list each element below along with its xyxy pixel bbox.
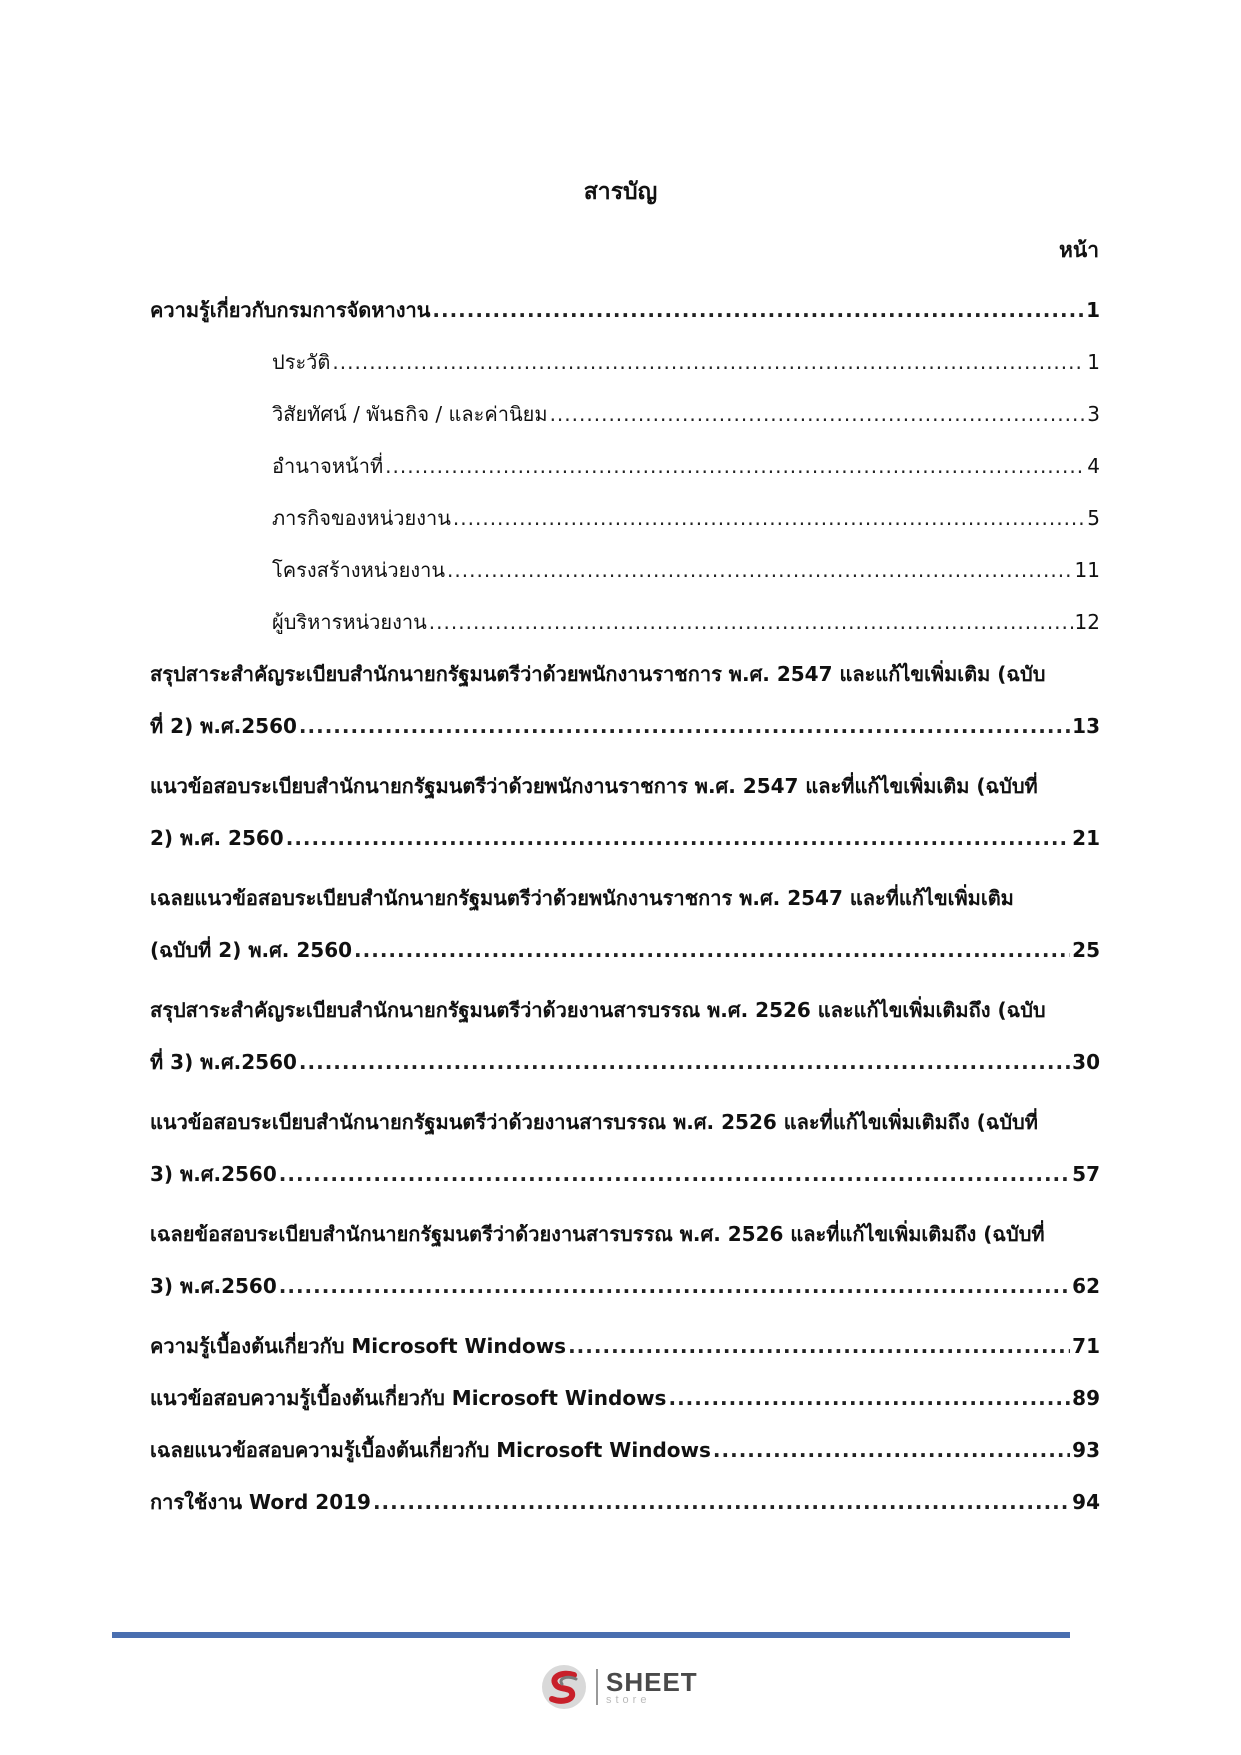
toc-entry-text: ประวัติ (272, 350, 331, 374)
dot-leader (286, 812, 1070, 864)
toc-entry-text: ภารกิจของหน่วยงาน (272, 506, 451, 530)
toc-entry-text: การใช้งาน Word 2019 (150, 1490, 371, 1514)
toc-entry-text: ความรู้เกี่ยวกับกรมการจัดหางาน (150, 298, 431, 322)
toc-entry (150, 1096, 1100, 1200)
toc-subentry (150, 544, 1100, 596)
dot-leader (713, 1424, 1070, 1476)
toc-entry-text: เฉลยแนวข้อสอบความรู้เบื้องต้นเกี่ยวกับ Microsoft Windows (150, 1438, 711, 1462)
toc-entry-text: (ฉบับที่ 2) พ.ศ. 2560 (150, 938, 353, 962)
logo-divider (596, 1669, 598, 1705)
page-title: สารบัญ (583, 179, 658, 205)
toc-page-number: 1 (1086, 298, 1100, 322)
toc-entry-text: แนวข้อสอบระเบียบสำนักนายกรัฐมนตรีว่าด้วยพนักงานราชการ พ.ศ. 2547 และที่แก้ไขเพิ่มเติม (ฉบับที่ (150, 774, 1038, 798)
dot-leader (373, 1476, 1070, 1528)
dot-leader (568, 1320, 1070, 1372)
toc-entry-text: ผู้บริหารหน่วยงาน (272, 610, 427, 634)
dot-leader (299, 1036, 1070, 1088)
toc-entry-text: 3) พ.ศ.2560 (150, 1162, 277, 1186)
toc-subentry (150, 492, 1100, 544)
toc-entry (150, 1476, 1100, 1528)
toc-page-number: 57 (1072, 1162, 1100, 1186)
dot-leader (453, 492, 1085, 544)
dot-leader (447, 544, 1073, 596)
dot-leader (279, 1148, 1070, 1200)
footer-rule (112, 1632, 1070, 1638)
toc-page-number: 12 (1074, 610, 1100, 634)
toc-entry (150, 1208, 1100, 1312)
toc-entry-text: โครงสร้างหน่วยงาน (272, 558, 446, 582)
toc-entry (150, 984, 1100, 1088)
toc-entry (150, 872, 1100, 976)
page-column-header: หน้า (1059, 238, 1099, 262)
toc-page-number: 89 (1072, 1386, 1100, 1410)
dot-leader (432, 284, 1084, 336)
toc-entry-text: 2) พ.ศ. 2560 (150, 826, 284, 850)
toc-entry-text: เฉลยแนวข้อสอบระเบียบสำนักนายกรัฐมนตรีว่าด้วยพนักงานราชการ พ.ศ. 2547 และที่แก้ไขเพิ่มเติม (150, 886, 1014, 910)
toc-page-number: 4 (1087, 454, 1100, 478)
sheet-store-logo (540, 1660, 710, 1714)
toc-page-number: 21 (1072, 826, 1100, 850)
toc-page-number: 11 (1074, 558, 1100, 582)
dot-leader (550, 388, 1086, 440)
toc-entry-text: ความรู้เบื้องต้นเกี่ยวกับ Microsoft Windows (150, 1334, 567, 1358)
toc-entry (150, 284, 1100, 336)
logo-wordmark: SHEET (606, 1666, 698, 1697)
toc-entry-text: แนวข้อสอบความรู้เบื้องต้นเกี่ยวกับ Microsoft Windows (150, 1386, 667, 1410)
toc-subentry (150, 440, 1100, 492)
sheet-store-logo-icon (540, 1663, 588, 1711)
toc-subentry (150, 336, 1100, 388)
logo-subtext: store (606, 1693, 651, 1706)
table-of-contents (150, 284, 1100, 1528)
toc-page-number: 3 (1087, 402, 1100, 426)
toc-entry (150, 1372, 1100, 1424)
dot-leader (429, 596, 1073, 648)
toc-page-number: 13 (1072, 714, 1100, 738)
toc-entry-text: ที่ 2) พ.ศ.2560 (150, 714, 297, 738)
toc-subentry (150, 596, 1100, 648)
toc-entry (150, 1320, 1100, 1372)
dot-leader (668, 1372, 1070, 1424)
toc-entry-text: เฉลยข้อสอบระเบียบสำนักนายกรัฐมนตรีว่าด้วยงานสารบรรณ พ.ศ. 2526 และที่แก้ไขเพิ่มเติมถึง (ฉบับที่ (150, 1222, 1045, 1246)
toc-entry-text: ที่ 3) พ.ศ.2560 (150, 1050, 297, 1074)
toc-page-number: 93 (1072, 1438, 1100, 1462)
toc-entry-text: สรุปสาระสำคัญระเบียบสำนักนายกรัฐมนตรีว่าด้วยงานสารบรรณ พ.ศ. 2526 และแก้ไขเพิ่มเติมถึง (ฉบับ (150, 998, 1046, 1022)
toc-page-number: 71 (1072, 1334, 1100, 1358)
toc-entry-text: วิสัยทัศน์ / พันธกิจ / และค่านิยม (272, 402, 548, 426)
toc-entry-text: 3) พ.ศ.2560 (150, 1274, 277, 1298)
toc-entry (150, 760, 1100, 864)
toc-page-number: 94 (1072, 1490, 1100, 1514)
dot-leader (354, 924, 1070, 976)
dot-leader (385, 440, 1085, 492)
dot-leader (279, 1260, 1070, 1312)
toc-entry (150, 1424, 1100, 1476)
toc-page-number: 25 (1072, 938, 1100, 962)
dot-leader (332, 336, 1085, 388)
toc-entry-text: แนวข้อสอบระเบียบสำนักนายกรัฐมนตรีว่าด้วยงานสารบรรณ พ.ศ. 2526 และที่แก้ไขเพิ่มเติมถึง (ฉบับที่ (150, 1110, 1038, 1134)
toc-entry-text: สรุปสาระสำคัญระเบียบสำนักนายกรัฐมนตรีว่าด้วยพนักงานราชการ พ.ศ. 2547 และแก้ไขเพิ่มเติม (ฉบับ (150, 662, 1046, 686)
toc-entry (150, 648, 1100, 752)
toc-subentry (150, 388, 1100, 440)
toc-page-number: 30 (1072, 1050, 1100, 1074)
toc-page-number: 62 (1072, 1274, 1100, 1298)
toc-entry-text: อำนาจหน้าที่ (272, 454, 384, 478)
toc-page-number: 1 (1087, 350, 1100, 374)
toc-page-number: 5 (1087, 506, 1100, 530)
dot-leader (299, 700, 1070, 752)
